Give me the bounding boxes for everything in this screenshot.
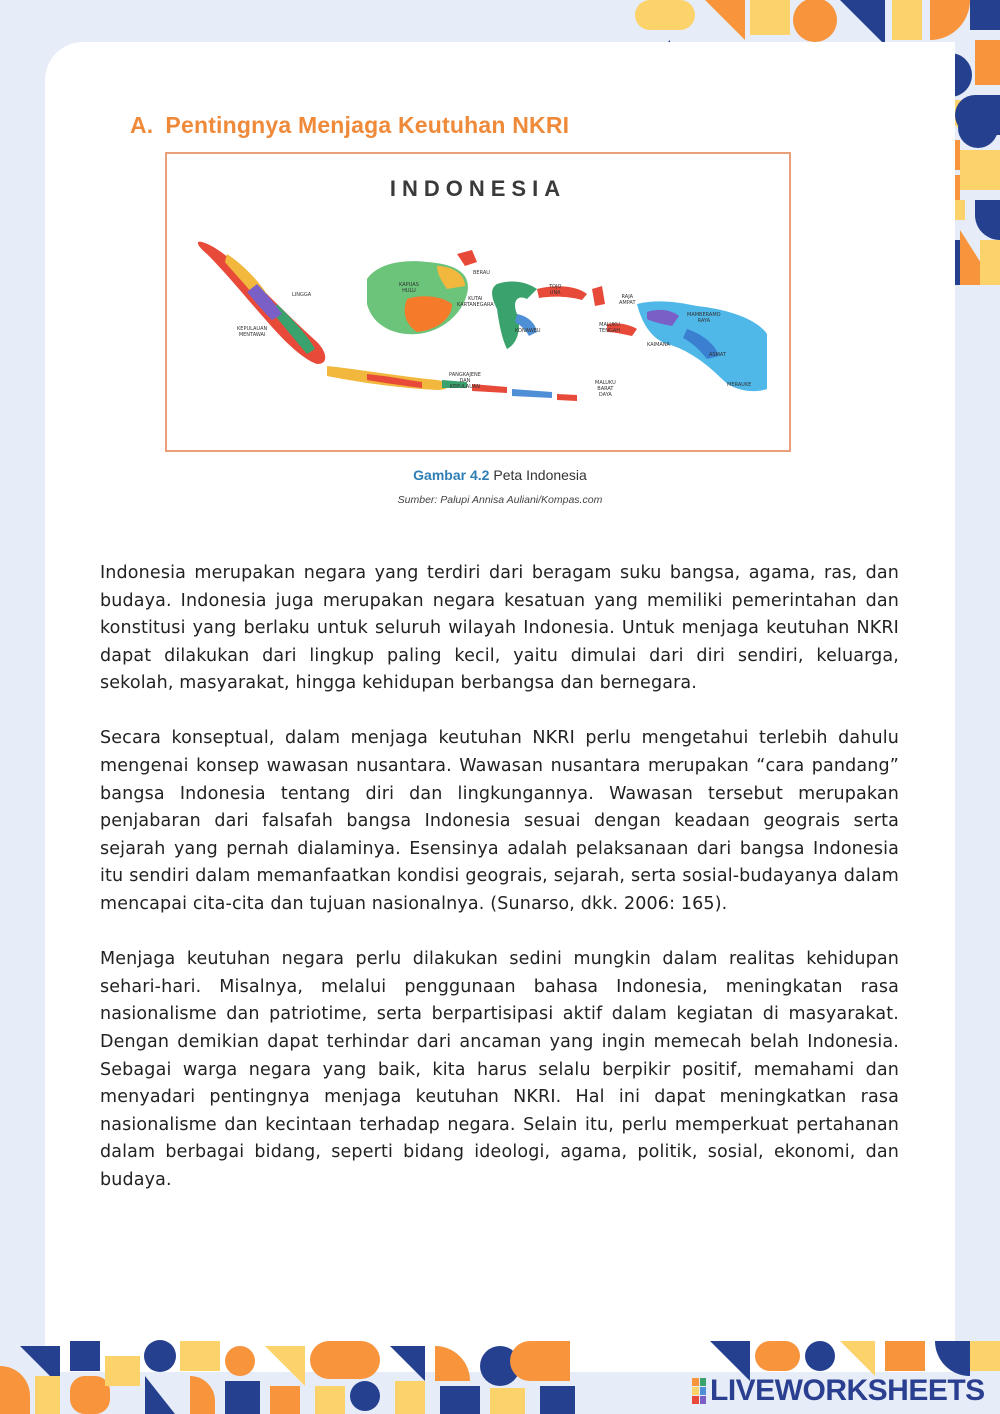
figure-number: Gambar 4.2	[413, 467, 490, 483]
map-label: KAIMANA	[647, 342, 670, 348]
map-title: INDONESIA	[389, 176, 567, 201]
logo-text: LIVEWORKSHEETS	[710, 1374, 985, 1407]
map-label: MERAUKE	[727, 382, 752, 388]
indonesia-map-figure	[165, 152, 791, 452]
figure-caption	[0, 467, 1000, 483]
section-heading	[130, 112, 569, 139]
body-text	[100, 560, 899, 1222]
map-label: LINGGA	[292, 292, 312, 298]
paragraph: Menjaga keutuhan negara perlu dilakukan sedini mungkin dalam realitas kehidupan sehari-hari. Misalnya, melalui penggunaan bahasa Indonesia, meningkatan rasa nasionalisme dan patriotime, serta berpartisipasi aktif dalam kegiatan di masyarakat. Dengan demikian dapat terhindar dari ancaman yang ingin memecah belah Indonesia. Sebagai warga negara yang baik, kita harus selalu berpikir positif, memahami dan menyadari pentingnya menjaga keutuhan NKRI. Hal ini dapat meningkatkan rasa nasionalisme dan kecintaan terhadap negara. Selain itu, perlu memperkuat pertahanan dalam berbagai bidang, seperti bidang ideologi, agama, politik, sosial, ekonomi, dan budaya.	[100, 949, 899, 1190]
map-label: TOJO UNA	[549, 284, 562, 296]
figure-source: Sumber: Palupi Annisa Auliani/Kompas.com	[397, 494, 603, 506]
paragraph: Indonesia merupakan negara yang terdiri dari beragam suku bangsa, agama, ras, dan budaya. Indonesia juga merupakan negara kesatuan yang memiliki pemerintahan dan konstitusi yang berlaku untuk seluruh wilayah Indonesia. Untuk menjaga keutuhan NKRI dapat dilakukan dari lingkup paling kecil, yaitu dimulai dari diri sendiri, keluarga, sekolah, masyarakat, hingga kehidupan berbangsa dan bernegara.	[100, 563, 899, 694]
map-label: RAJA AMPAT	[619, 294, 636, 306]
map-label: KAPUAS HULU	[399, 282, 419, 294]
decorative-pattern-bottom-left	[0, 1336, 580, 1414]
map-label: PANGKAJENE DAN KEPULAUAN	[449, 372, 481, 390]
map-label: KUTAI KARTANEGARA	[457, 296, 494, 308]
map-label: KEPULAUAN MENTAWAI	[237, 326, 268, 338]
map-label: MALUKU BARAT DAYA	[595, 380, 616, 398]
section-letter: A.	[130, 112, 154, 138]
map-label: ASMAT	[709, 352, 726, 358]
figure-caption-text: Peta Indonesia	[493, 467, 587, 483]
map-label: MAMBERAMO RAYA	[687, 312, 721, 324]
map-label: BERAU	[473, 270, 490, 276]
liveworksheets-logo[interactable]	[692, 1372, 985, 1410]
logo-badge-icon	[692, 1378, 706, 1404]
map-label: MALUKU TENGAH	[599, 322, 621, 334]
section-title: Pentingnya Menjaga Keutuhan NKRI	[165, 112, 570, 138]
paragraph: Secara konseptual, dalam menjaga keutuhan NKRI perlu mengetahui terlebih dahulu mengenai konsep wawasan nusantara. Wawasan nusantara merupakan “cara pandang” bangsa Indonesia tentang diri dan lingkungannya. Wawasan tersebut merupakan penjabaran dari falsafah bangsa Indonesia sesuai dengan keadaan geograis serta sejarah yang pernah dialaminya. Esensinya adalah pelaksanaan dari bangsa Indonesia itu sendiri dalam memanfaatkan kondisi geograis, sejarah, serta sosial-budayanya dalam mencapai cita-cita dan tujuan nasionalnya. (Sunarso, dkk. 2006: 165).	[100, 728, 899, 915]
map-label: KONAWEU	[515, 328, 541, 334]
